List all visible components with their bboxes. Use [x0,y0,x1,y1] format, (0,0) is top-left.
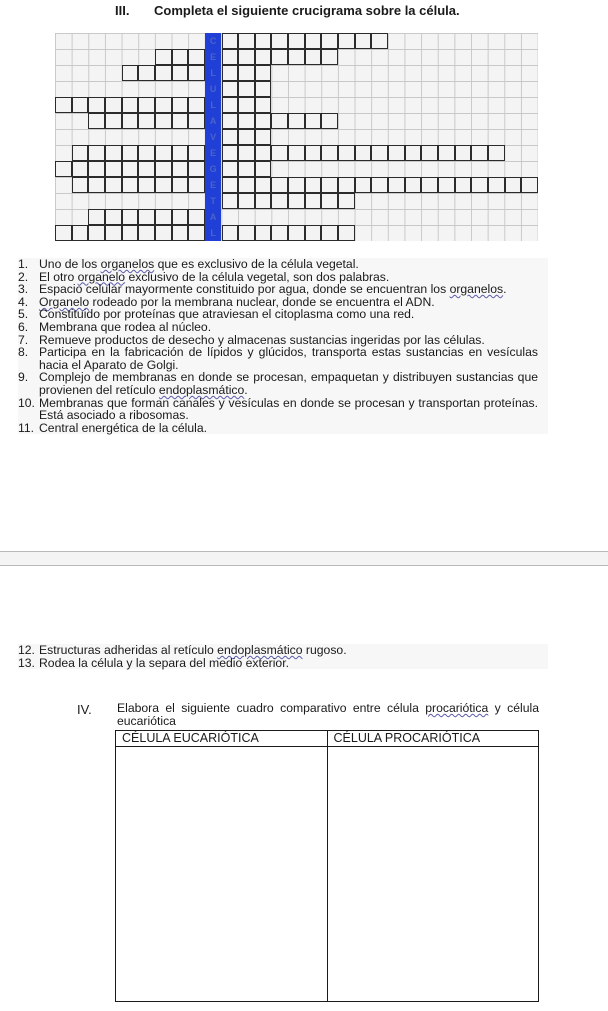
crossword-cell[interactable] [255,33,272,49]
clue-text-post: rugoso. [302,643,347,657]
key-letter-cell: E [205,145,222,161]
crossword-cell[interactable] [172,209,189,225]
clue-text-pre: Membranas que forman canales y vesículas en donde se procesan y transportan proteínas. Está asociado a ribosomas. [39,395,538,423]
crossword-cell[interactable] [388,177,405,193]
crossword-cell[interactable] [255,97,272,113]
crossword-cell[interactable] [238,113,255,129]
crossword-cell[interactable] [505,177,522,193]
crossword-cell[interactable] [238,97,255,113]
clue-item [18,422,538,435]
instruction-text-post: y célula eucariótica [117,701,539,728]
crossword-cell[interactable] [255,225,272,241]
crossword-cell[interactable] [338,145,355,161]
clue-text-post: exclusivo de la célula vegetal, son dos palabras. [125,269,390,284]
crossword-cell[interactable] [138,225,155,241]
crossword-cell[interactable] [222,177,239,193]
spellcheck-underlined-word: organelos [449,282,504,297]
crossword-cell[interactable] [105,161,122,177]
clue-text-pre: El otro [39,269,78,284]
crossword-cell[interactable] [188,161,205,177]
crossword-cell[interactable] [222,65,239,81]
spellcheck-underlined-word: organelo [77,269,126,284]
clue-number: 7. [18,332,29,347]
crossword-cell[interactable] [172,49,189,65]
prokaryotic-answer-cell[interactable] [328,747,539,1001]
key-letter-cell: V [205,129,222,145]
crossword-cell[interactable] [238,145,255,161]
crossword-cell[interactable] [188,65,205,81]
crossword-cell[interactable] [371,33,388,49]
crossword-cell[interactable] [455,177,472,193]
crossword-cell[interactable] [222,97,239,113]
spellcheck-underlined-word: organelos [100,257,155,271]
table-header-row [116,731,538,747]
crossword-cell[interactable] [55,97,72,113]
crossword-cell[interactable] [238,49,255,65]
instruction-text-pre: Elabora el siguiente cuadro comparativo entre célula [117,701,426,715]
key-letter-cell: A [205,209,222,225]
crossword-grid [55,33,538,241]
crossword-cell[interactable] [122,177,139,193]
crossword-cell[interactable] [172,113,189,129]
crossword-cell[interactable] [271,177,288,193]
crossword-cell[interactable] [271,33,288,49]
crossword-cell[interactable] [72,97,89,113]
crossword-cell[interactable] [155,177,172,193]
crossword-cell[interactable] [238,129,255,145]
crossword-cell[interactable] [455,145,472,161]
crossword-cell[interactable] [155,161,172,177]
crossword-cell[interactable] [238,225,255,241]
crossword-cell[interactable] [271,225,288,241]
crossword-cell[interactable] [321,225,338,241]
crossword-cell[interactable] [338,177,355,193]
crossword-cell[interactable] [338,225,355,241]
crossword-cell[interactable] [88,161,105,177]
crossword-cell[interactable] [188,97,205,113]
crossword-cell[interactable] [105,97,122,113]
clue-number: 13. [18,655,35,670]
crossword-cell[interactable] [138,65,155,81]
crossword-cell[interactable] [488,177,505,193]
crossword-cell[interactable] [88,209,105,225]
spellcheck-underlined-word: endoplasmático [158,382,245,397]
crossword-cell[interactable] [305,33,322,49]
crossword-cell[interactable] [222,81,239,97]
crossword-cell[interactable] [471,177,488,193]
clue-text-pre: Espacio celular mayormente constituido por agua, donde se encuentran los [39,282,450,297]
crossword-cell[interactable] [321,177,338,193]
crossword-cell[interactable] [471,145,488,161]
crossword-cell[interactable] [255,161,272,177]
key-letter-cell: E [205,49,222,65]
clue-text-pre: Rodea la célula y la separa del medio exterior. [39,655,289,670]
key-letter-cell: A [205,113,222,129]
crossword-cell[interactable] [321,49,338,65]
crossword-cell[interactable] [338,193,355,209]
crossword-cell[interactable] [338,33,355,49]
crossword-cell[interactable] [305,49,322,65]
crossword-cell[interactable] [438,145,455,161]
crossword-cell[interactable] [155,225,172,241]
crossword-cell[interactable] [55,161,72,177]
crossword-cell[interactable] [188,113,205,129]
crossword-cell[interactable] [288,225,305,241]
crossword-cell[interactable] [321,193,338,209]
crossword-cell[interactable] [321,113,338,129]
clue-list-2 [18,644,548,669]
instruction-squiggle-word: procariótica [425,701,489,715]
clue-text-pre: Constituido por proteínas que atraviesan el citoplasma como una red. [39,307,415,322]
crossword-cell[interactable] [238,177,255,193]
key-letter-cell: G [205,161,222,177]
clue-text [39,346,538,371]
crossword-cell[interactable] [122,113,139,129]
crossword-cell[interactable] [155,113,172,129]
crossword-cell[interactable] [405,145,422,161]
crossword-cell[interactable] [122,97,139,113]
crossword-cell[interactable] [255,129,272,145]
table-row [116,747,538,1001]
crossword-cell[interactable] [105,177,122,193]
clue-text-pre: Participa en la fabricación de lípidos y glúcidos, transporta estas sustancias en vesículas hacia el Aparato de Golgi. [39,345,538,372]
crossword-cell[interactable] [122,65,139,81]
clue-item [18,657,538,670]
clue-list-1 [18,258,548,434]
crossword-cell[interactable] [138,177,155,193]
crossword-cell[interactable] [238,33,255,49]
crossword-cell[interactable] [421,177,438,193]
clue-number: 4. [18,294,29,309]
crossword-cell[interactable] [488,145,505,161]
crossword-cell[interactable] [255,193,272,209]
clue-text-post: . [503,282,507,297]
crossword-cell[interactable] [172,65,189,81]
crossword-cell[interactable] [288,33,305,49]
crossword-cell[interactable] [305,225,322,241]
crossword-cell[interactable] [138,113,155,129]
comparison-table [115,730,539,1002]
crossword-cell[interactable] [88,97,105,113]
crossword-cell[interactable] [238,161,255,177]
crossword-cell[interactable] [88,177,105,193]
clue-text [39,371,538,396]
crossword-cell[interactable] [122,225,139,241]
section-4-instruction [117,702,539,727]
clue-text-post: . [244,382,248,397]
spellcheck-underlined-word: endoplasmático [217,643,303,657]
clue-number: 9. [18,370,29,385]
clue-text-pre: Complejo de membranas en donde se procesan, empaquetan y distribuyen sustancias que provienen del retículo [39,370,538,397]
key-letter-cell: T [205,193,222,209]
section-3-numeral: III. [115,3,130,18]
crossword-cell[interactable] [371,177,388,193]
clue-text-post: rodeado por la membrana nuclear, donde se encuentra el ADN. [89,294,435,309]
crossword-cell[interactable] [255,145,272,161]
crossword-cell[interactable] [288,113,305,129]
clue-text-post: que es exclusivo de la célula vegetal. [154,257,359,271]
crossword-cell[interactable] [138,209,155,225]
crossword-cell[interactable] [222,193,239,209]
crossword-cell[interactable] [155,65,172,81]
crossword-cell[interactable] [238,193,255,209]
crossword-cell[interactable] [122,145,139,161]
crossword-cell[interactable] [321,33,338,49]
clue-text-pre: Estructuras adheridas al retículo [39,643,218,657]
crossword-cell[interactable] [355,145,372,161]
crossword-cell[interactable] [288,193,305,209]
clue-item [18,371,538,396]
crossword-cell[interactable] [321,145,338,161]
crossword-cell[interactable] [222,113,239,129]
crossword-cell[interactable] [288,49,305,65]
spellcheck-underlined-word: Organelo [39,294,90,309]
clue-number: 2. [18,269,29,284]
key-letter-cell: E [205,177,222,193]
clue-number: 1. [18,257,29,271]
crossword-cell[interactable] [305,177,322,193]
crossword-cell[interactable] [355,33,372,49]
crossword-cell[interactable] [222,49,239,65]
crossword-cell[interactable] [188,209,205,225]
crossword-cell[interactable] [438,177,455,193]
crossword-cell[interactable] [72,177,89,193]
crossword-cell[interactable] [355,177,372,193]
crossword-cell[interactable] [222,33,239,49]
crossword-cell[interactable] [105,113,122,129]
crossword-cell[interactable] [88,225,105,241]
clue-number: 6. [18,319,29,334]
header-eukaryotic: CÉLULA EUCARIÓTICA [116,731,328,746]
crossword-cell[interactable] [88,145,105,161]
crossword-cell[interactable] [172,225,189,241]
crossword-cell[interactable] [122,209,139,225]
crossword-cell[interactable] [222,145,239,161]
crossword-cell[interactable] [172,97,189,113]
crossword-cell[interactable] [305,113,322,129]
key-letter-cell: U [205,81,222,97]
clue-item [18,397,538,422]
crossword-cell[interactable] [105,209,122,225]
clue-text-pre: Uno de los [39,257,101,271]
crossword-cell[interactable] [288,177,305,193]
crossword-cell[interactable] [271,113,288,129]
key-letter-cell: C [205,33,222,49]
clue-number: 8. [18,345,29,360]
clue-number: 10. [18,395,35,410]
section-4-numeral: IV. [77,702,92,717]
key-letter-cell: L [205,225,222,241]
crossword-cell[interactable] [255,65,272,81]
clue-text-pre: Remueve productos de desecho y almacenas sustancias ingeridas por las células. [39,332,485,347]
section-3-title: Completa el siguiente crucigrama sobre la célula. [154,3,460,18]
crossword-cell[interactable] [521,177,538,193]
crossword-cell[interactable] [155,97,172,113]
crossword-cell[interactable] [55,225,72,241]
clue-text-pre: Central energética de la célula. [39,420,208,435]
crossword-cell[interactable] [122,161,139,177]
crossword-cell[interactable] [222,225,239,241]
clue-text [39,397,538,422]
crossword-cell[interactable] [188,225,205,241]
crossword-cell[interactable] [172,161,189,177]
crossword-cell[interactable] [188,177,205,193]
crossword-cell[interactable] [255,177,272,193]
crossword-cell[interactable] [188,145,205,161]
crossword-cell[interactable] [238,65,255,81]
crossword-cell[interactable] [222,161,239,177]
crossword-cell[interactable] [155,209,172,225]
clue-text [39,657,538,670]
clue-number: 11. [18,420,35,435]
key-letter-cell: L [205,65,222,81]
crossword-cell[interactable] [72,161,89,177]
crossword-cell[interactable] [155,49,172,65]
crossword-cell[interactable] [172,145,189,161]
crossword-cell[interactable] [305,193,322,209]
crossword-cell[interactable] [271,49,288,65]
crossword-cell[interactable] [105,145,122,161]
crossword-cell[interactable] [271,193,288,209]
page-break [0,551,608,566]
crossword-cell[interactable] [138,97,155,113]
crossword-cell[interactable] [72,225,89,241]
crossword-cell[interactable] [238,81,255,97]
crossword-cell[interactable] [188,49,205,65]
clue-number: 3. [18,282,29,297]
crossword-cell[interactable] [305,145,322,161]
clue-text [39,422,538,435]
crossword-cell[interactable] [255,81,272,97]
clue-number: 12. [18,643,35,657]
header-prokaryotic: CÉLULA PROCARIÓTICA [333,731,481,745]
crossword-cell[interactable] [72,145,89,161]
clue-number: 5. [18,307,29,322]
crossword-cell[interactable] [388,145,405,161]
crossword-cell[interactable] [255,49,272,65]
crossword-cell[interactable] [172,177,189,193]
key-letter-cell: L [205,97,222,113]
eukaryotic-answer-cell[interactable] [116,747,328,1001]
crossword-cell[interactable] [88,113,105,129]
crossword-cell[interactable] [222,129,239,145]
crossword-cell[interactable] [271,145,288,161]
crossword-cell[interactable] [371,145,388,161]
crossword-cell[interactable] [105,225,122,241]
clue-item [18,346,538,371]
crossword-cell[interactable] [138,145,155,161]
crossword-cell[interactable] [421,145,438,161]
crossword-cell[interactable] [405,177,422,193]
clue-text-pre: Membrana que rodea al núcleo. [39,319,212,334]
crossword-cell[interactable] [138,161,155,177]
crossword-cell[interactable] [155,145,172,161]
crossword-cell[interactable] [255,113,272,129]
crossword-cell[interactable] [288,145,305,161]
